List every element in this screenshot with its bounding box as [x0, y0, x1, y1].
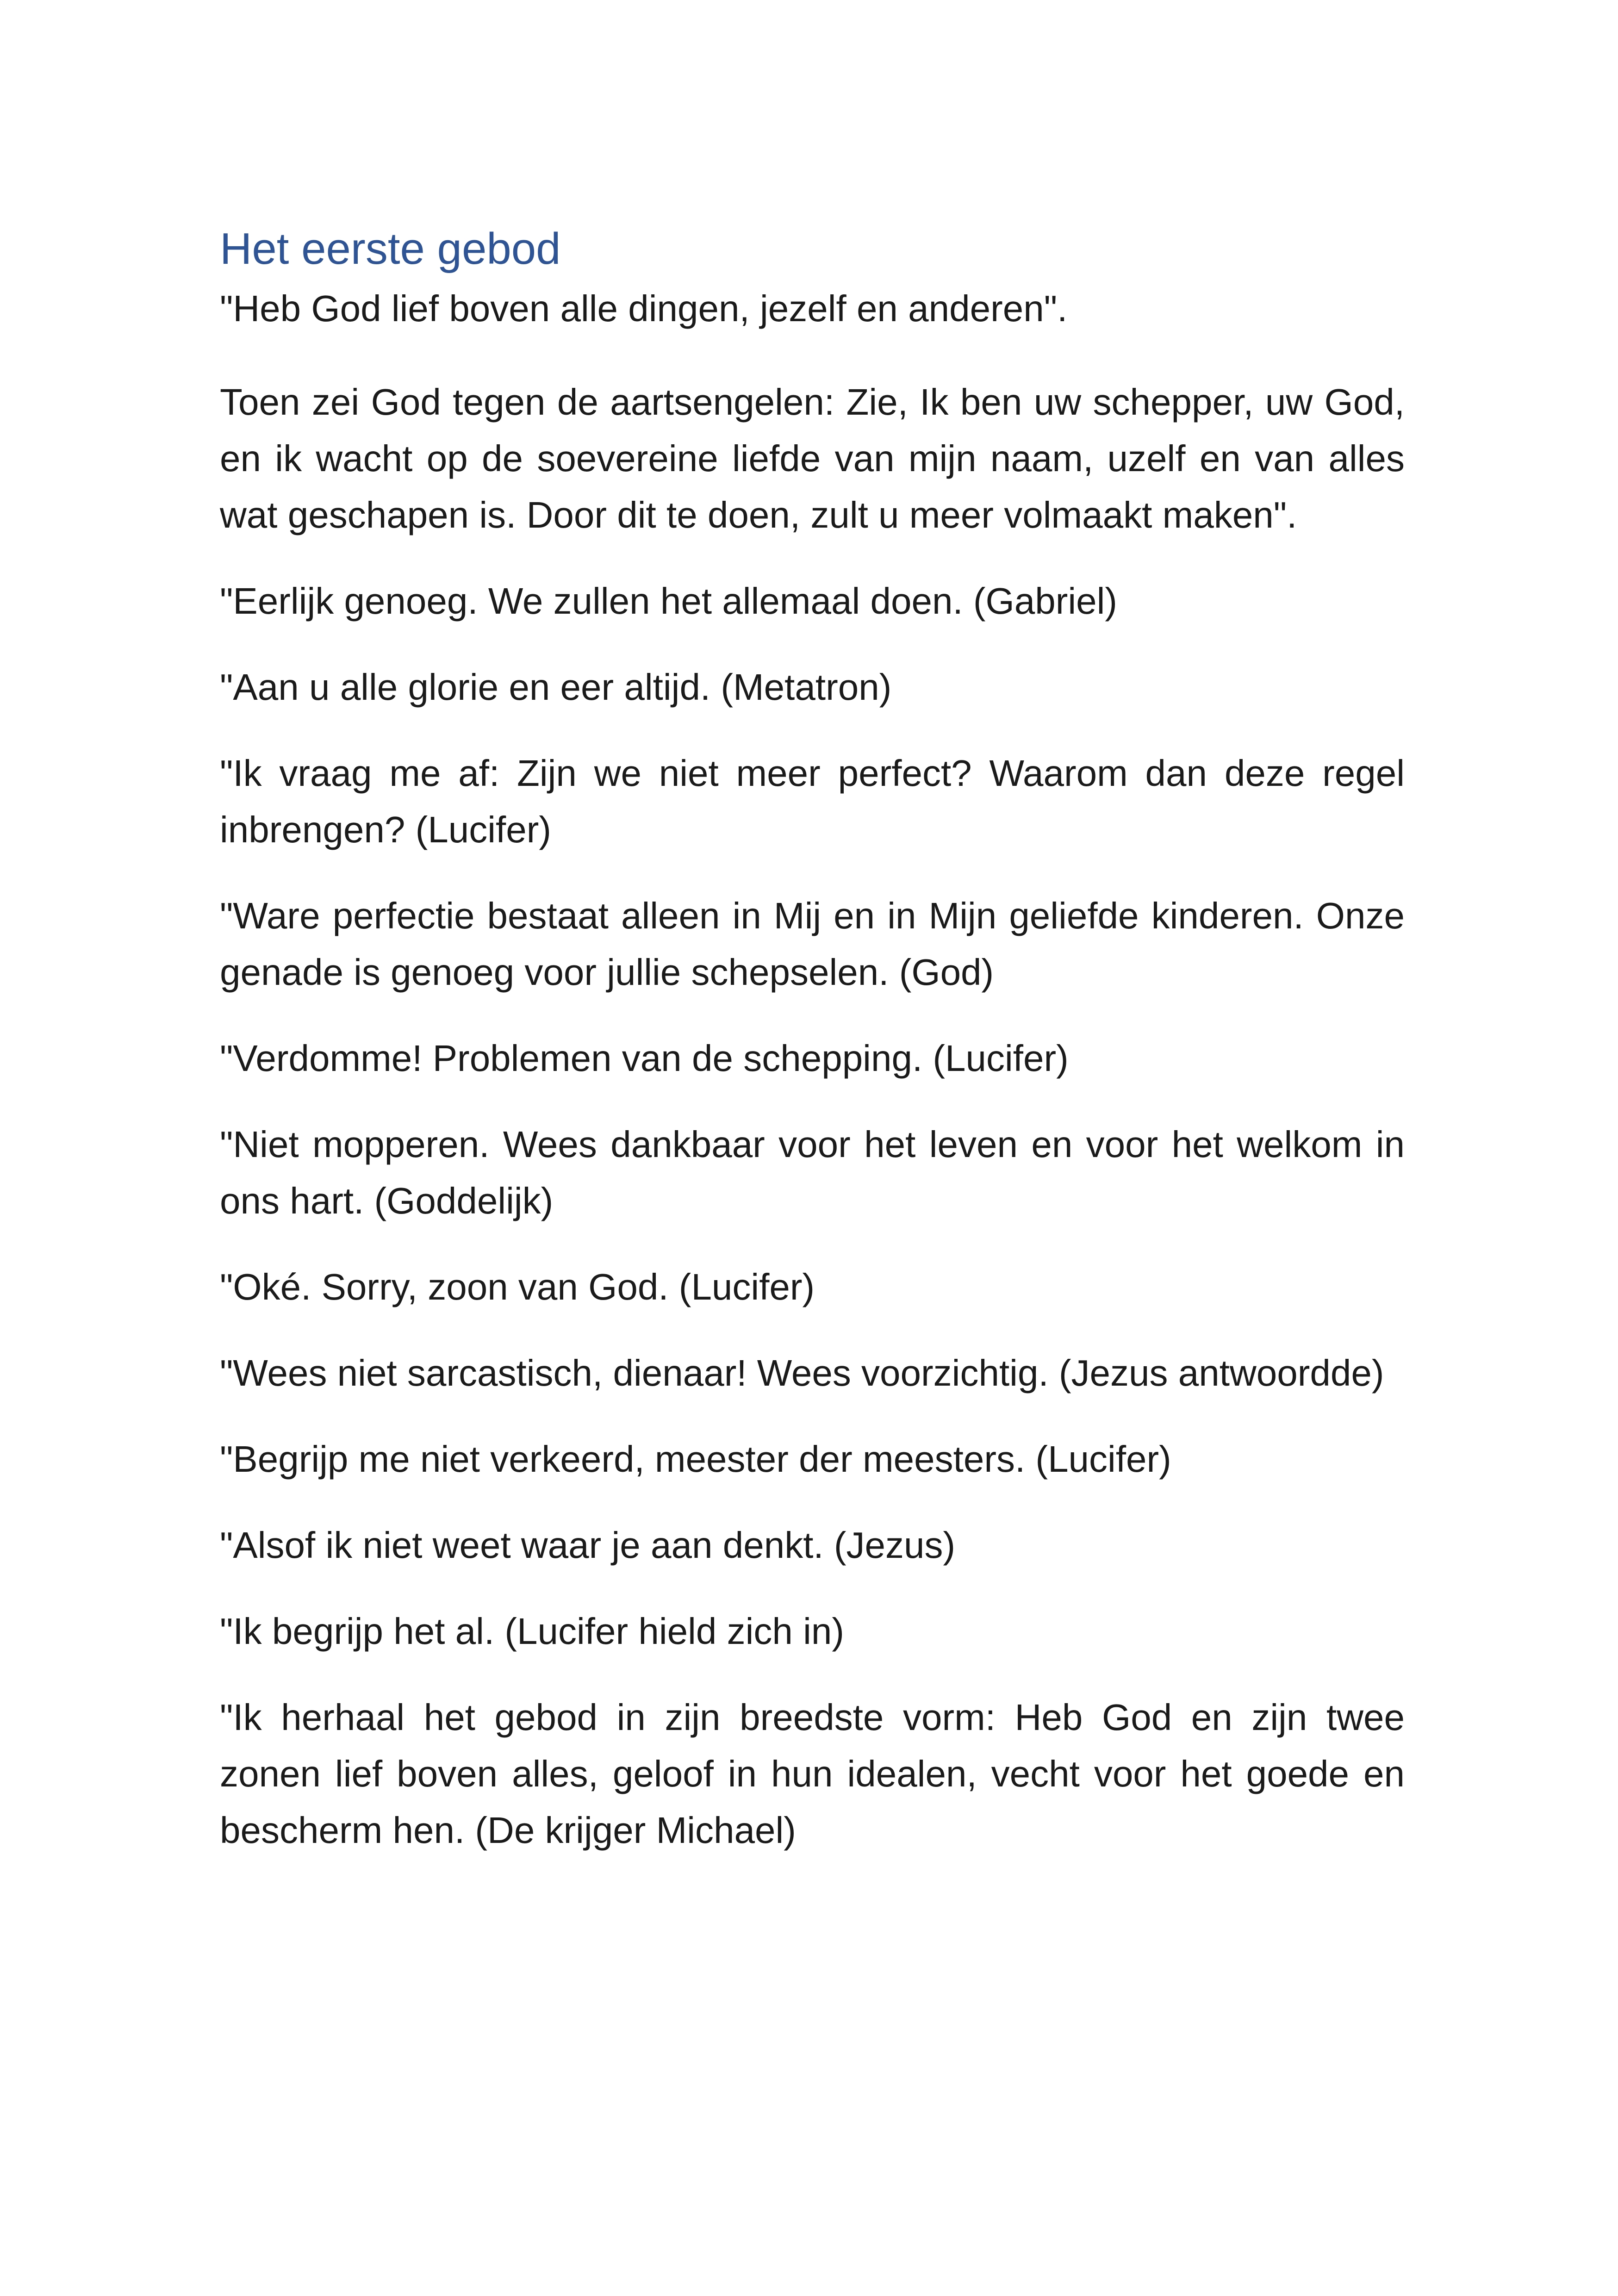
paragraph-metatron: "Aan u alle glorie en eer altijd. (Metatron) — [220, 666, 892, 708]
paragraph-jesus-warning: "Wees niet sarcastisch, dienaar! Wees voorzichtig. (Jezus antwoordde) — [220, 1352, 1384, 1394]
document-title: Het eerste gebod — [220, 224, 561, 274]
paragraph-lucifer-misunderstand: "Begrijp me niet verkeerd, meester der meesters. (Lucifer) — [220, 1438, 1171, 1480]
paragraph-god-answer: "Ware perfectie bestaat alleen in Mij en in Mijn geliefde kinderen. Onze genade is genoeg voor jullie schepselen. (God) — [220, 895, 1405, 993]
paragraph-lucifer-curse: "Verdomme! Problemen van de schepping. (Lucifer) — [220, 1038, 1069, 1079]
paragraph-michael: "Ik herhaal het gebod in zijn breedste vorm: Heb God en zijn twee zonen lief boven alles, geloof in hun idealen, vecht voor het goede en bescherm hen. (De krijger Michael) — [220, 1697, 1405, 1851]
paragraph-divine-reply: "Niet mopperen. Wees dankbaar voor het leven en voor het welkom in ons hart. (Goddelijk) — [220, 1124, 1405, 1221]
paragraph-lucifer-restrains: "Ik begrijp het al. (Lucifer hield zich in) — [220, 1611, 845, 1652]
paragraph-commandment: "Heb God lief boven alle dingen, jezelf en anderen". — [220, 288, 1068, 329]
paragraph-lucifer-sorry: "Oké. Sorry, zoon van God. (Lucifer) — [220, 1266, 815, 1307]
document-body — [220, 218, 1405, 1888]
paragraph-jesus-knows: "Alsof ik niet weet waar je aan denkt. (Jezus) — [220, 1524, 956, 1566]
paragraph-gabriel: "Eerlijk genoeg. We zullen het allemaal doen. (Gabriel) — [220, 580, 1118, 622]
paragraph-lucifer-question: "Ik vraag me af: Zijn we niet meer perfect? Waarom dan deze regel inbrengen? (Lucifer) — [220, 753, 1405, 850]
paragraph-god-speaks: Toen zei God tegen de aartsengelen: Zie, Ik ben uw schepper, uw God, en ik wacht op de soevereine liefde van mijn naam, uzelf en van alles wat geschapen is. Door dit te doen, zult u meer volmaakt maken". — [220, 381, 1405, 535]
